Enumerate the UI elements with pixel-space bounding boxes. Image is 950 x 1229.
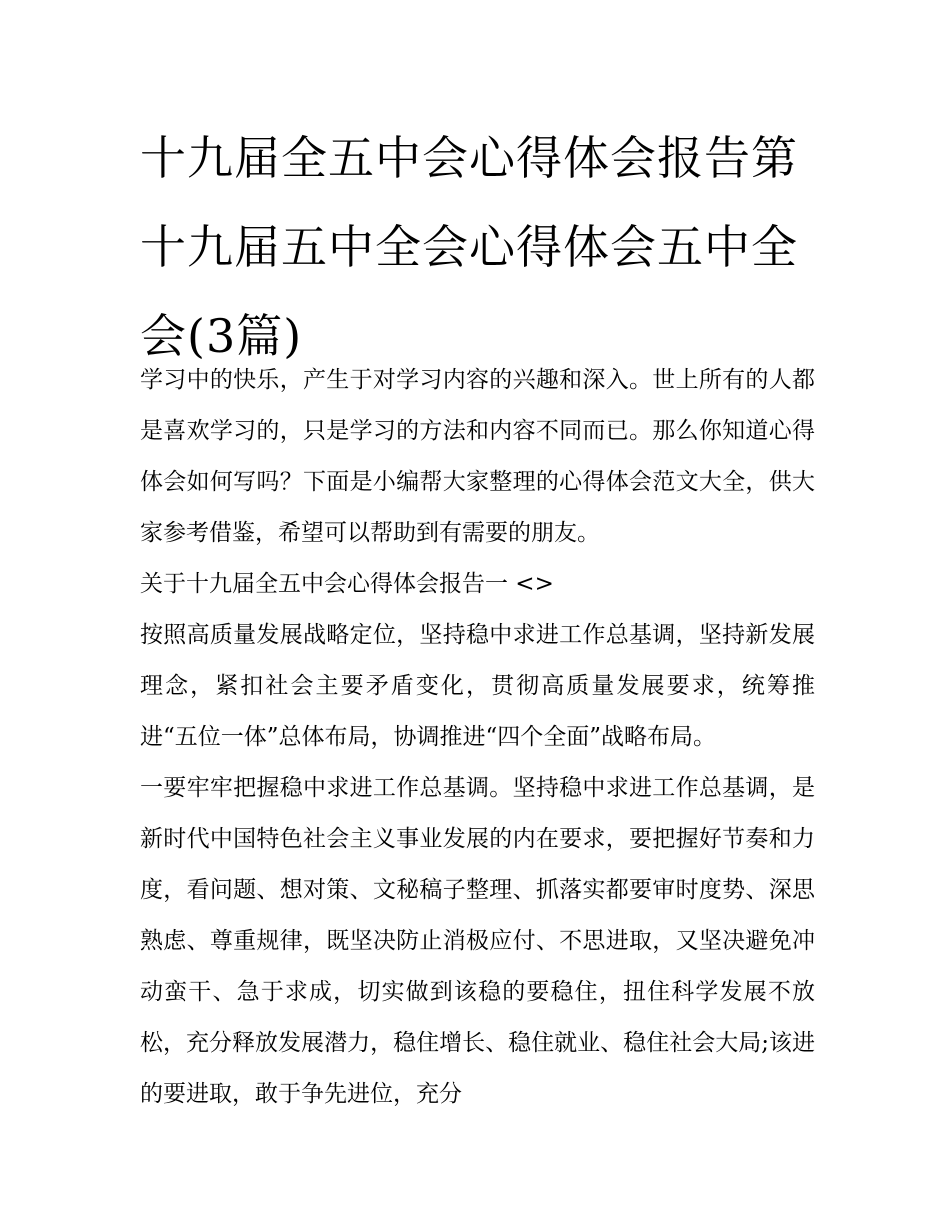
- document-body: [140, 355, 815, 1120]
- section-heading: 关于十九届全五中会心得体会报告一 <>: [140, 571, 554, 597]
- body-paragraph: 按照高质量发展战略定位，坚持稳中求进工作总基调，坚持新发展理念，紧扣社会主要矛盾变化，贯彻高质量发展要求，统筹推进“五位一体”总体布局，协调推进“四个全面”战略布局。: [140, 622, 815, 750]
- intro-paragraph: 学习中的快乐，产生于对学习内容的兴趣和深入。世上所有的人都是喜欢学习的，只是学习的方法和内容不同而已。那么你知道心得体会如何写吗？下面是小编帮大家整理的心得体会范文大全，供大家参考借鉴，希望可以帮助到有需要的朋友。: [140, 367, 815, 546]
- document-title: 十九届全五中会心得体会报告第十九届五中全会心得体会五中全会(3篇): [140, 131, 798, 363]
- body-paragraph: 一要牢牢把握稳中求进工作总基调。坚持稳中求进工作总基调，是新时代中国特色社会主义事业发展的内在要求，要把握好节奏和力度，看问题、想对策、文秘稿子整理、抓落实都要审时度势、深思熟虑、尊重规律，既坚决防止消极应付、不思进取，又坚决避免冲动蛮干、急于求成，切实做到该稳的要稳住，扭住科学发展不放松，充分释放发展潜力，稳住增长、稳住就业、稳住社会大局;该进的要进取，敢于争先进位，充分: [140, 775, 815, 1107]
